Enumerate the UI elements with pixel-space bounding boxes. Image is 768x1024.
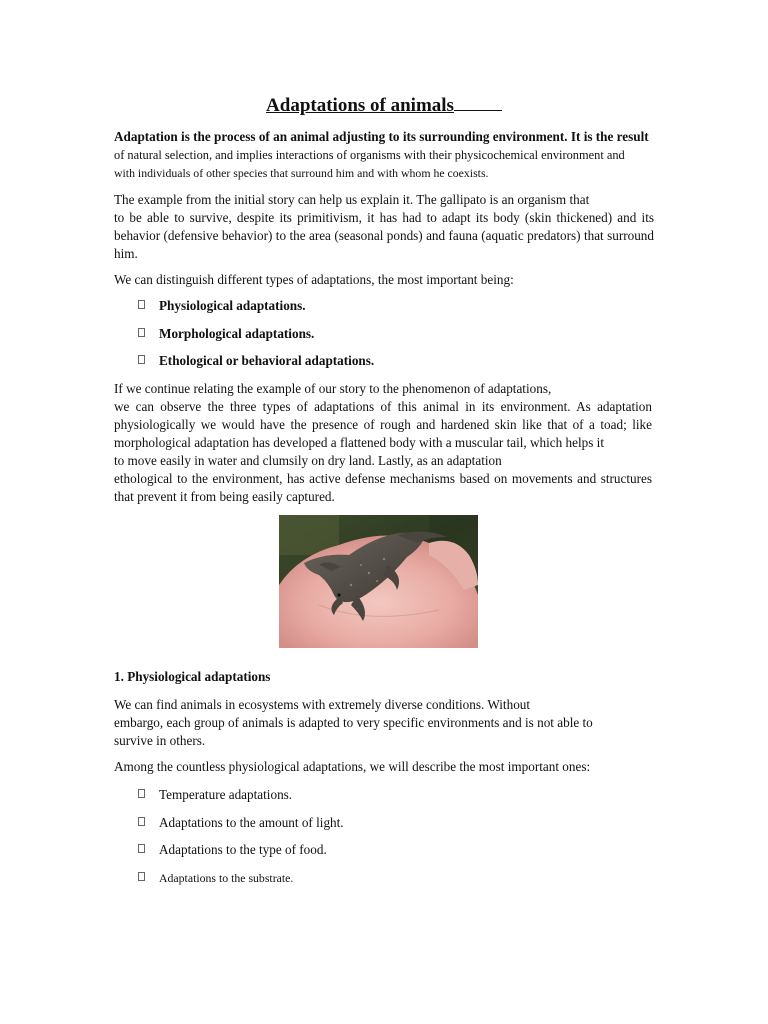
- list-item: Adaptations to the substrate.: [114, 869, 344, 897]
- newt-on-hand-photo: [279, 515, 478, 648]
- list-item: Physiological adaptations.: [114, 297, 374, 325]
- list-item: Adaptations to the amount of light.: [114, 814, 344, 842]
- relating-line2: we can observe the three types of adaptations of this animal in its environment. As adaptation physiologically we would have the presence of rough and hardened skin like that of a toad; like morphological adaptation has developed a flattened body with a muscular tail, which helps it: [114, 399, 652, 450]
- intro-rest: of natural selection, and implies interactions of organisms with their physicochemical environment and: [114, 148, 625, 162]
- title-underline-trail: [454, 109, 502, 111]
- example-line1: The example from the initial story can help us explain it. The gallipato is an organism that: [114, 192, 590, 207]
- intro-lead: Adaptation is the process of an animal adjusting to its surrounding environment. It is the result: [114, 129, 649, 144]
- conditions-rest: embargo, each group of animals is adapted to very specific environments and is not able to survive in others.: [114, 715, 593, 748]
- relating-paragraph: [114, 380, 652, 506]
- list-item: Adaptations to the type of food.: [114, 841, 344, 869]
- intro-paragraph: [114, 128, 664, 182]
- list-item: Morphological adaptations.: [114, 325, 374, 353]
- relating-line1: If we continue relating the example of our story to the phenomenon of adaptations,: [114, 381, 552, 396]
- square-bullet-icon: [138, 817, 145, 826]
- conditions-paragraph: [114, 696, 614, 750]
- square-bullet-icon: [138, 300, 145, 309]
- types-intro-paragraph: We can distinguish different types of adaptations, the most important being:: [114, 272, 514, 287]
- list-item: Temperature adaptations.: [114, 786, 344, 814]
- square-bullet-icon: [138, 789, 145, 798]
- adaptation-types-list: [114, 297, 374, 380]
- relating-line3: to move easily in water and clumsily on dry land. Lastly, as an adaptation: [114, 453, 502, 468]
- square-bullet-icon: [138, 355, 145, 364]
- square-bullet-icon: [138, 844, 145, 853]
- relating-line4: ethological to the environment, has active defense mechanisms based on movements and structures that prevent it from being easily captured.: [114, 471, 652, 504]
- example-rest: to be able to survive, despite its primitivism, it has had to adapt its body (skin thickened) and its behavior (defensive behavior) to the area (seasonal ponds) and fauna (aquatic predators) that surround him.: [114, 210, 654, 261]
- list-item: Ethological or behavioral adaptations.: [114, 352, 374, 380]
- conditions-line1: We can find animals in ecosystems with extremely diverse conditions. Without: [114, 697, 531, 712]
- square-bullet-icon: [138, 872, 145, 881]
- section-heading-physiological: 1. Physiological adaptations: [114, 669, 271, 684]
- physiological-list: [114, 786, 344, 896]
- among-paragraph: Among the countless physiological adaptations, we will describe the most important ones:: [114, 759, 591, 774]
- document-title: Adaptations of animals: [114, 95, 654, 117]
- example-paragraph: [114, 191, 654, 263]
- intro-small: with individuals of other species that surround him and with whom he coexists.: [114, 166, 489, 180]
- square-bullet-icon: [138, 328, 145, 337]
